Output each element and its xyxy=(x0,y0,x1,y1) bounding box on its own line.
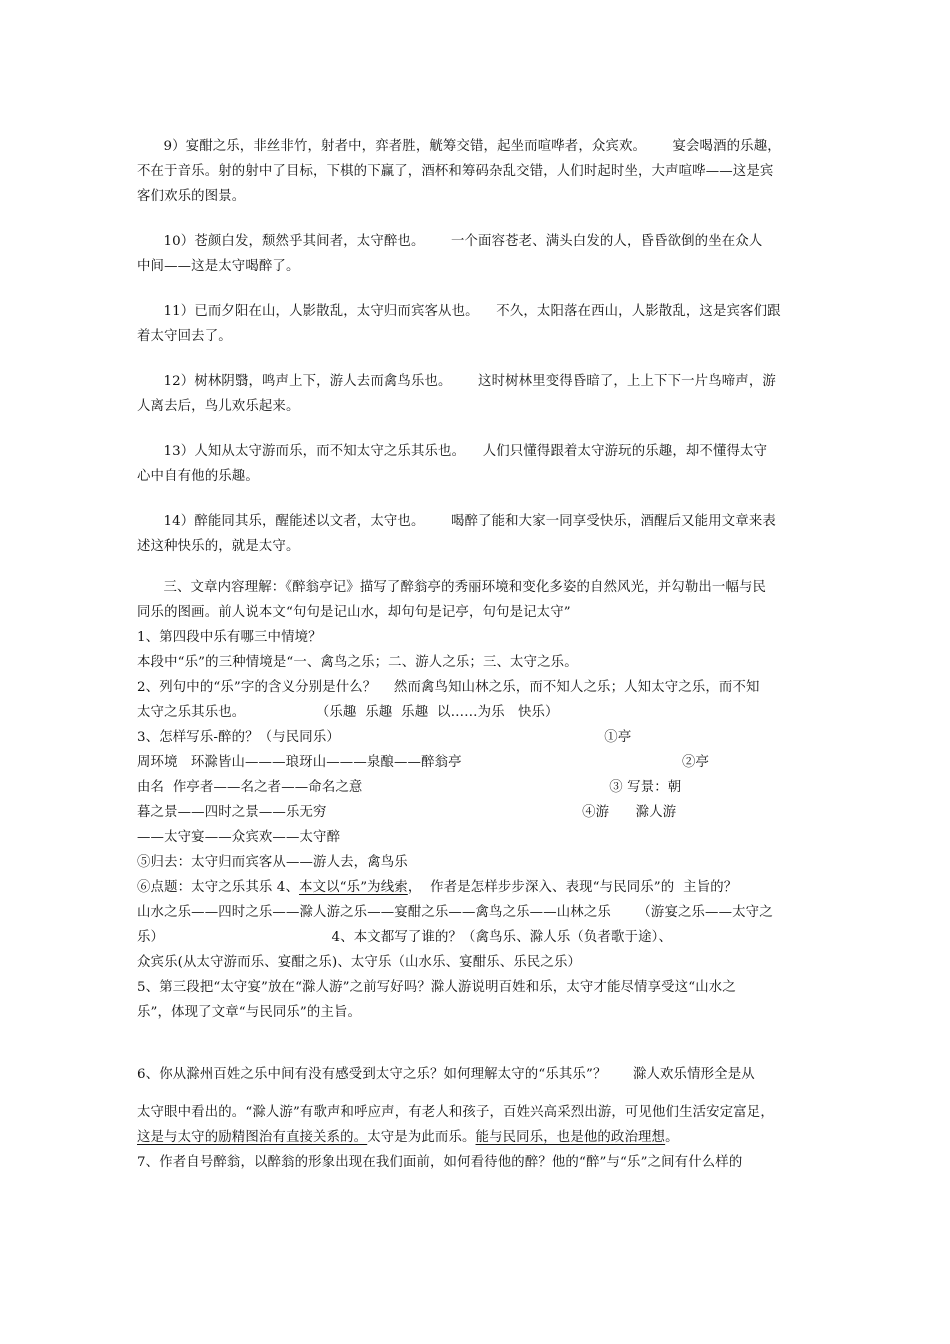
text-segment: 周环境 环滁皆山———琅玡山———泉酿——醉翁亭 ②亭 xyxy=(137,755,710,770)
text-line xyxy=(137,829,817,847)
text-line xyxy=(137,538,817,556)
text-segment: 14）醉能同其乐，醒能述以文者，太守也。 喝醉了能和大家一同享受快乐，酒醒后又能用文章来表 xyxy=(137,514,776,529)
text-segment: 心中自有他的乐趣。 xyxy=(137,469,259,484)
text-line xyxy=(137,929,817,947)
text-segment: 由名 作亭者——名之者——命名之意 ③ 写景：朝 xyxy=(137,780,682,795)
text-line xyxy=(137,604,817,622)
text-segment: 6、你从滁州百姓之乐中间有没有感受到太守之乐？如何理解太守的“乐其乐”？ 滁人欢乐情形全是从 xyxy=(137,1067,755,1082)
text-line xyxy=(137,303,817,321)
text-segment: ——太守宴——众宾欢——太守醉 xyxy=(137,830,341,845)
text-line xyxy=(137,629,817,647)
text-segment: 太守眼中看出的。“滁人游”有歌声和呼应声，有老人和孩子，百姓兴高采烈出游，可见他们生活安定富足， xyxy=(137,1105,774,1120)
text-segment: 1、第四段中乐有哪三中情境？ xyxy=(137,630,322,645)
underlined-text: 本文以“乐”为线索 xyxy=(299,880,408,895)
text-segment: 9）宴酣之乐，非丝非竹，射者中，弈者胜，觥筹交错，起坐而喧哗者，众宾欢。 宴会喝酒的乐趣， xyxy=(137,139,781,154)
text-line xyxy=(137,1154,817,1172)
text-segment: ， 作者是怎样步步深入、表现“与民同乐”的 主旨的？ xyxy=(407,880,738,895)
text-line xyxy=(137,904,817,922)
text-segment: 暮之景——四时之景——乐无穷 ④游 滁人游 xyxy=(137,805,677,820)
text-line xyxy=(137,138,817,156)
text-segment: 。 xyxy=(665,1130,679,1145)
text-line xyxy=(137,854,817,872)
text-segment: 10）苍颜白发，颓然乎其间者，太守醉也。 一个面容苍老、满头白发的人，昏昏欲倒的坐在众人 xyxy=(137,234,763,249)
text-segment: 5、第三段把“太守宴”放在“滁人游”之前写好吗？滁人游说明百姓和乐，太守才能尽情享受这“山水之 xyxy=(137,980,736,995)
text-line xyxy=(137,328,817,346)
text-segment: 太守之乐其乐也。 （乐趣 乐趣 乐趣 以……为乐 快乐） xyxy=(137,705,559,720)
text-line xyxy=(137,233,817,251)
text-segment: 本段中“乐”的三种情境是“一、禽鸟之乐；二、游人之乐；三、太守之乐。 xyxy=(137,655,578,670)
text-line xyxy=(137,779,817,797)
text-segment: 2、列句中的“乐”字的含义分别是什么？ 然而禽鸟知山林之乐，而不知人之乐；人知太守之乐，而不知 xyxy=(137,680,760,695)
text-line xyxy=(137,979,817,997)
text-line xyxy=(137,679,817,697)
text-segment: 述这种快乐的，就是太守。 xyxy=(137,539,300,554)
text-line xyxy=(137,879,817,897)
text-segment: 三、文章内容理解：《醉翁亭记》描写了醉翁亭的秀丽环境和变化多姿的自然风光，并勾勒出一幅与民 xyxy=(137,580,767,595)
text-line xyxy=(137,443,817,461)
text-line xyxy=(137,1129,817,1147)
text-segment: 乐”，体现了文章“与民同乐”的主旨。 xyxy=(137,1005,362,1020)
text-line xyxy=(137,704,817,722)
text-segment: 乐） 4、本文都写了谁的？（禽鸟乐、滁人乐（负者歌于途）、 xyxy=(137,930,673,945)
text-segment: 人离去后，鸟儿欢乐起来。 xyxy=(137,399,300,414)
text-segment: 13）人知从太守游而乐，而不知太守之乐其乐也。 人们只懂得跟着太守游玩的乐趣，却不懂得太守 xyxy=(137,444,768,459)
text-line xyxy=(137,804,817,822)
text-segment: 中间——这是太守喝醉了。 xyxy=(137,259,300,274)
text-line xyxy=(137,1104,817,1122)
text-segment: 11）已而夕阳在山，人影散乱，太守归而宾客从也。 不久，太阳落在西山，人影散乱，这是宾客们跟 xyxy=(137,304,781,319)
underlined-text: 这是与太守的励精图治有直接关系的。 xyxy=(137,1130,368,1145)
text-line xyxy=(137,729,817,747)
text-segment: 着太守回去了。 xyxy=(137,329,232,344)
text-segment: 山水之乐——四时之乐——滁人游之乐——宴酣之乐——禽鸟之乐——山林之乐 （游宴之乐——太守之 xyxy=(137,905,773,920)
text-segment: 众宾乐(从太守游而乐、宴酣之乐)、太守乐（山水乐、宴酣乐、乐民之乐） xyxy=(137,955,582,970)
text-line xyxy=(137,398,817,416)
text-line xyxy=(137,188,817,206)
text-line xyxy=(137,163,817,181)
text-segment: 12）树林阴翳，鸣声上下，游人去而禽鸟乐也。 这时树林里变得昏暗了，上上下下一片鸟啼声，游 xyxy=(137,374,776,389)
text-segment: 3、怎样写乐-醉的？（与民同乐） ①亭 xyxy=(137,730,632,745)
text-segment: 不在于音乐。射的射中了目标，下棋的下赢了，酒杯和筹码杂乱交错，人们时起时坐，大声喧哗——这是宾 xyxy=(137,164,774,179)
text-segment: 7、作者自号醉翁，以醉翁的形象出现在我们面前，如何看待他的醉？他的“醉”与“乐”之间有什么样的 xyxy=(137,1155,743,1170)
text-line xyxy=(137,654,817,672)
text-line xyxy=(137,1066,817,1084)
text-line xyxy=(137,954,817,972)
text-segment: ⑤归去：太守归而宾客从——游人去，禽鸟乐 xyxy=(137,855,408,870)
text-segment: ⑥点题：太守之乐其乐 4、 xyxy=(137,880,300,895)
text-segment: 同乐的图画。前人说本文“句句是记山水，却句句是记亭，句句是记太守” xyxy=(137,605,571,620)
text-segment: 太守是为此而乐。 xyxy=(367,1130,476,1145)
text-line xyxy=(137,513,817,531)
text-line xyxy=(137,373,817,391)
text-line xyxy=(137,468,817,486)
text-line xyxy=(137,754,817,772)
text-segment: 客们欢乐的图景。 xyxy=(137,189,246,204)
text-line xyxy=(137,258,817,276)
underlined-text: 能与民同乐，也是他的政治理想 xyxy=(475,1130,666,1145)
text-line xyxy=(137,1004,817,1022)
text-line xyxy=(137,579,817,597)
